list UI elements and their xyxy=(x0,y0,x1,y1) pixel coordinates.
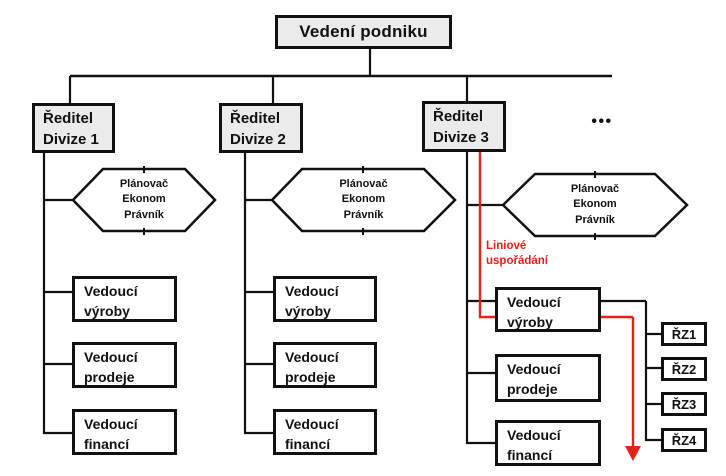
line-unit-label: ŘZ3 xyxy=(671,396,697,412)
division-2-manager-sales xyxy=(273,342,377,388)
annotation-line2: uspořádání xyxy=(486,255,548,267)
division-1-manager-sales xyxy=(72,342,177,388)
manager-label-line2: výroby xyxy=(84,302,130,319)
line-unit-rz4-node xyxy=(661,428,707,452)
top-connectors xyxy=(70,48,612,106)
director-label-line2: Divize 2 xyxy=(230,131,286,148)
hexagon-staff-2-label xyxy=(272,169,455,231)
staff-role: Ekonom xyxy=(341,193,386,206)
root-node-label: Vedení podniku xyxy=(299,22,428,41)
division-2-manager-finance xyxy=(273,409,377,455)
division-2-director-node xyxy=(219,103,303,153)
manager-label-line1: Vedoucí xyxy=(84,416,138,432)
manager-label-line1: Vedoucí xyxy=(84,283,138,299)
manager-label-line1: Vedoucí xyxy=(507,427,561,443)
manager-label-line2: financí xyxy=(507,446,553,463)
director-label-line2: Divize 3 xyxy=(433,129,489,146)
director-label-line1: Ředitel xyxy=(230,110,281,127)
staff-role: Právník xyxy=(575,213,615,226)
manager-label-line1: Vedoucí xyxy=(285,283,339,299)
hexagon-staff-3-label xyxy=(503,174,687,236)
director-label-line1: Ředitel xyxy=(43,110,94,127)
annotation-line1: Liniové xyxy=(486,240,527,252)
director-label-line1: Ředitel xyxy=(433,108,484,125)
annotation-liniove-usporadani xyxy=(486,239,548,269)
manager-label-line2: financí xyxy=(285,435,331,452)
division-1-manager-production xyxy=(72,276,177,322)
manager-label-line2: prodeje xyxy=(285,368,336,385)
division-3-manager-sales xyxy=(495,354,601,402)
manager-label-line1: Vedoucí xyxy=(507,294,561,310)
hexagon-staff-1-label xyxy=(73,169,215,231)
staff-role: Plánovač xyxy=(570,182,620,195)
root-node xyxy=(275,15,452,49)
manager-label-line1: Vedoucí xyxy=(507,361,561,377)
line-unit-label: ŘZ1 xyxy=(671,326,697,342)
red-arrowhead xyxy=(625,446,641,461)
line-unit-rz1-node xyxy=(661,322,707,346)
line-unit-rz2-node xyxy=(661,357,707,381)
staff-role: Ekonom xyxy=(573,198,617,211)
manager-label-line1: Vedoucí xyxy=(285,416,339,432)
division-2-connectors xyxy=(244,150,275,434)
manager-label-line1: Vedoucí xyxy=(84,349,138,365)
line-unit-label: ŘZ2 xyxy=(671,361,697,377)
director-label-line2: Divize 1 xyxy=(43,131,99,148)
division-1-manager-finance xyxy=(72,409,177,455)
manager-label-line2: výroby xyxy=(507,313,553,330)
manager-label-line2: financí xyxy=(84,435,130,452)
line-unit-label: ŘZ4 xyxy=(671,432,697,448)
division-1-director-node xyxy=(32,103,115,153)
staff-role: Plánovač xyxy=(339,177,388,190)
manager-label-line1: Vedoucí xyxy=(285,349,339,365)
staff-role: Právník xyxy=(124,208,164,221)
manager-label-line2: prodeje xyxy=(507,380,558,397)
division-3-director-node xyxy=(422,101,506,152)
division-3-manager-production xyxy=(495,287,601,332)
staff-role: Plánovač xyxy=(119,177,169,190)
staff-role: Ekonom xyxy=(122,193,166,206)
ellipsis-more-divisions: ••• xyxy=(591,113,613,130)
division-1-connectors xyxy=(43,150,74,434)
division-2-manager-production xyxy=(273,276,377,322)
line-unit-rz3-node xyxy=(661,392,707,416)
division-3-manager-finance xyxy=(495,420,601,466)
staff-role: Právník xyxy=(343,208,384,221)
manager-label-line2: výroby xyxy=(285,302,331,319)
manager-label-line2: prodeje xyxy=(84,368,135,385)
